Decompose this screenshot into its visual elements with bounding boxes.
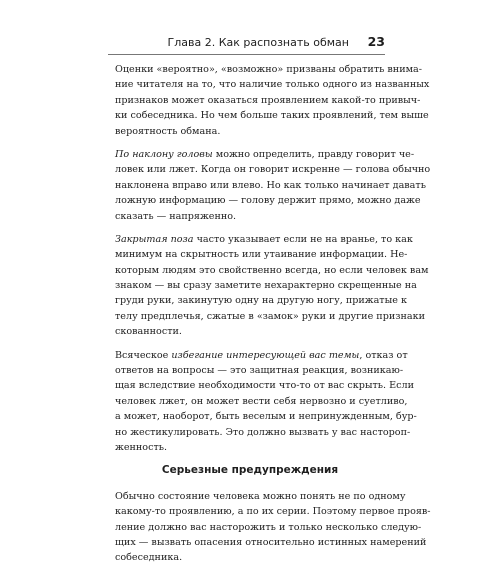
text-line: признаков может оказаться проявлением какой-то привыч- bbox=[115, 94, 421, 106]
text-line: знаком — вы сразу заметите нехарактерно скрещенные на bbox=[115, 280, 417, 292]
text-run: можно определить, правду говорит че- bbox=[212, 148, 415, 160]
text-run: часто указывает если не на вранье, то как bbox=[193, 233, 413, 245]
text-line: собеседника. bbox=[115, 552, 183, 564]
text-line: телу предплечья, сжатые в «замок» руки и другие признаки bbox=[115, 310, 425, 322]
text-line bbox=[115, 232, 413, 247]
italic-term: Закрытая поза bbox=[115, 233, 194, 245]
running-head bbox=[108, 34, 385, 54]
text-run: Всяческое bbox=[115, 349, 172, 361]
text-line: щих — вызвать опасения относительно истинных намерений bbox=[115, 536, 427, 548]
text-line: Оценки «вероятно», «возможно» призваны обратить внима- bbox=[115, 64, 423, 75]
italic-term: По наклону головы bbox=[115, 148, 213, 160]
chapter-title: Глава 2. Как распознать обман bbox=[167, 36, 349, 49]
section-heading: Серьезные предупреждения bbox=[161, 464, 339, 477]
paragraph-3 bbox=[115, 232, 429, 340]
text-line: ложную информацию — голову держит прямо, можно даже bbox=[115, 195, 421, 207]
text-line: скованности. bbox=[115, 326, 182, 338]
text-line: груди руки, закинутую одну на другую ногу, прижатые к bbox=[115, 295, 407, 307]
page-body bbox=[115, 62, 431, 574]
text-run: , отказ от bbox=[359, 349, 408, 361]
text-line: сказать — напряженно. bbox=[115, 210, 237, 222]
italic-term: избегание интересующей вас темы bbox=[171, 349, 360, 361]
text-line bbox=[115, 147, 415, 162]
text-line: вероятность обмана. bbox=[115, 125, 221, 137]
paragraph-2 bbox=[115, 147, 431, 224]
text-line: минимум на скрытность или утаивание информации. Не- bbox=[115, 249, 408, 261]
paragraph-4 bbox=[115, 348, 417, 456]
text-line: ление должно вас насторожить и только несколько следую- bbox=[115, 521, 422, 533]
text-line: а может, наоборот, быть веселым и непринужденным, бур- bbox=[115, 411, 417, 423]
text-line: человек лжет, он может вести себя нервозно и суетливо, bbox=[115, 395, 408, 407]
page-number: 23 bbox=[367, 34, 385, 49]
text-line: какому-то проявлению, а по их серии. Поэтому первое прояв- bbox=[115, 506, 431, 518]
paragraph-5 bbox=[115, 489, 431, 566]
text-line: ки собеседника. Но чем больше таких проявлений, тем выше bbox=[115, 110, 429, 122]
text-line: Обычно состояние человека можно понять не по одному bbox=[115, 490, 406, 502]
text-line bbox=[115, 348, 408, 363]
text-line: ловек или лжет. Когда он говорит искренне — голова обычно bbox=[115, 164, 431, 176]
text-line: которым людям это свойственно всегда, но если человек вам bbox=[115, 264, 429, 276]
text-line: ние читателя на то, что наличие только одного из названных bbox=[115, 79, 430, 91]
paragraph-1 bbox=[115, 62, 430, 139]
header-rule bbox=[108, 54, 385, 55]
text-line: но жестикулировать. Это должно вызвать у вас настороп- bbox=[115, 426, 411, 438]
text-line: женность. bbox=[115, 441, 168, 453]
text-line: ответов на вопросы — это защитная реакция, возникаю- bbox=[115, 365, 404, 377]
text-line: наклонена вправо или влево. Но как только начинает давать bbox=[115, 179, 426, 191]
text-line: щая вследствие необходимости что-то от вас скрыть. Если bbox=[115, 380, 414, 392]
